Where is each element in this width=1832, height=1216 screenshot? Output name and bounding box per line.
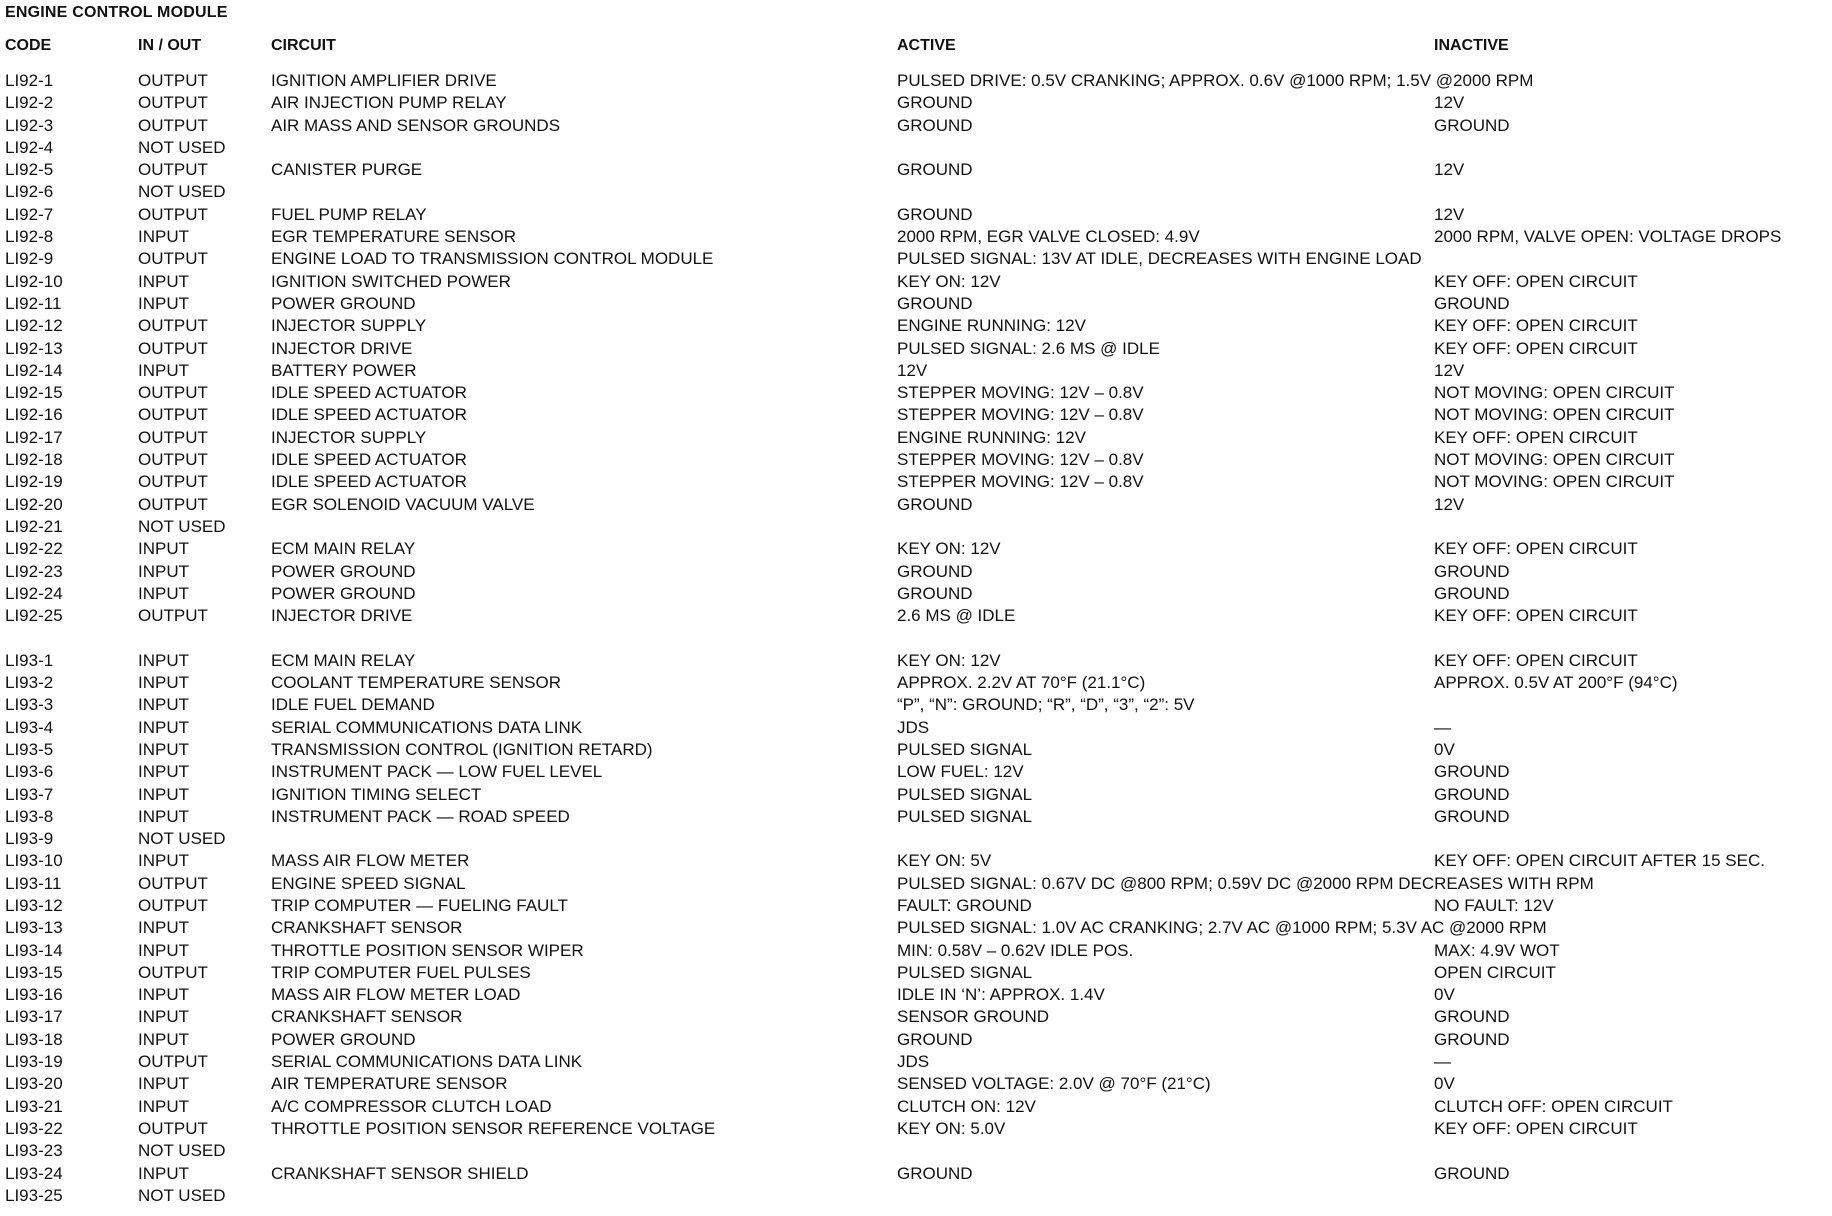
- circuit-name: SERIAL COMMUNICATIONS DATA LINK: [271, 1052, 583, 1072]
- table-row: [0, 672, 1832, 694]
- pin-code: LI92-5: [5, 160, 54, 180]
- pin-direction: NOT USED: [138, 1185, 226, 1205]
- circuit-name: POWER GROUND: [271, 1029, 416, 1049]
- active-value: FAULT: GROUND: [897, 895, 1032, 915]
- pin-code: LI92-23: [5, 561, 63, 581]
- pin-direction: OUTPUT: [138, 450, 208, 470]
- pin-code: LI93-2: [5, 673, 54, 693]
- inactive-value: KEY OFF: OPEN CIRCUIT: [1434, 338, 1638, 358]
- pin-code: LI93-1: [5, 650, 54, 670]
- active-value: GROUND: [897, 160, 973, 180]
- table-row: [0, 427, 1832, 449]
- table-row: [0, 181, 1832, 203]
- table-row: [0, 1029, 1832, 1051]
- pin-code: LI93-20: [5, 1074, 63, 1094]
- pin-code: LI92-3: [5, 115, 54, 135]
- table-row: [0, 404, 1832, 426]
- circuit-name: ENGINE LOAD TO TRANSMISSION CONTROL MODULE: [271, 249, 714, 269]
- active-value: LOW FUEL: 12V: [897, 762, 1024, 782]
- active-value: “P”, “N”: GROUND; “R”, “D”, “3”, “2”: 5V: [897, 695, 1195, 715]
- table-row: [0, 338, 1832, 360]
- inactive-value: NOT MOVING: OPEN CIRCUIT: [1434, 405, 1675, 425]
- table-row: [0, 248, 1832, 270]
- pin-direction: OUTPUT: [138, 160, 208, 180]
- pin-direction: NOT USED: [138, 829, 226, 849]
- pin-direction: INPUT: [138, 1074, 189, 1094]
- pin-direction: INPUT: [138, 717, 189, 737]
- table-row: [0, 873, 1832, 895]
- inactive-value: GROUND: [1434, 293, 1510, 313]
- circuit-name: AIR MASS AND SENSOR GROUNDS: [271, 115, 561, 135]
- circuit-name: CRANKSHAFT SENSOR: [271, 918, 463, 938]
- pin-direction: OUTPUT: [138, 115, 208, 135]
- inactive-value: 12V: [1434, 494, 1465, 514]
- table-row: [0, 1006, 1832, 1028]
- circuit-name: IDLE SPEED ACTUATOR: [271, 450, 467, 470]
- pin-code: LI92-6: [5, 182, 54, 202]
- pin-code: LI93-3: [5, 695, 54, 715]
- inactive-value: APPROX. 0.5V AT 200°F (94°C): [1434, 673, 1678, 693]
- circuit-name: INJECTOR DRIVE: [271, 606, 413, 626]
- circuit-name: IDLE FUEL DEMAND: [271, 695, 435, 715]
- pin-direction: INPUT: [138, 1096, 189, 1116]
- inactive-value: GROUND: [1434, 784, 1510, 804]
- table-row: [0, 761, 1832, 783]
- pin-direction: INPUT: [138, 1029, 189, 1049]
- table-row: [0, 917, 1832, 939]
- table-row: [0, 471, 1832, 493]
- inactive-value: GROUND: [1434, 1029, 1510, 1049]
- pin-direction: INPUT: [138, 851, 189, 871]
- inactive-value: GROUND: [1434, 762, 1510, 782]
- table-row: [0, 1118, 1832, 1140]
- pin-code: LI92-2: [5, 93, 54, 113]
- circuit-name: CANISTER PURGE: [271, 160, 423, 180]
- inactive-value: 0V: [1434, 739, 1455, 759]
- pin-code: LI92-17: [5, 427, 63, 447]
- pin-direction: INPUT: [138, 673, 189, 693]
- pin-code: LI92-25: [5, 606, 63, 626]
- circuit-name: MASS AIR FLOW METER: [271, 851, 470, 871]
- pin-code: LI92-11: [5, 293, 62, 313]
- table-row: [0, 717, 1832, 739]
- pin-code: LI92-10: [5, 271, 63, 291]
- pin-code: LI92-19: [5, 472, 63, 492]
- active-value: STEPPER MOVING: 12V – 0.8V: [897, 472, 1144, 492]
- circuit-name: IDLE SPEED ACTUATOR: [271, 472, 467, 492]
- active-value: JDS: [897, 1052, 930, 1072]
- inactive-value: OPEN CIRCUIT: [1434, 962, 1556, 982]
- pin-code: LI93-22: [5, 1118, 63, 1138]
- pin-code: LI92-9: [5, 249, 54, 269]
- active-value: PULSED SIGNAL: 13V AT IDLE, DECREASES WITH ENGINE LOAD: [897, 249, 1422, 269]
- table-row: [0, 694, 1832, 716]
- table-row: [0, 115, 1832, 137]
- inactive-value: KEY OFF: OPEN CIRCUIT: [1434, 316, 1638, 336]
- active-value: ENGINE RUNNING: 12V: [897, 427, 1086, 447]
- pin-code: LI93-25: [5, 1185, 63, 1205]
- pin-direction: NOT USED: [138, 182, 226, 202]
- table-row: [0, 538, 1832, 560]
- active-value: GROUND: [897, 1029, 973, 1049]
- pin-code: LI92-24: [5, 583, 63, 603]
- inactive-value: KEY OFF: OPEN CIRCUIT: [1434, 606, 1638, 626]
- active-value: PULSED SIGNAL: [897, 739, 1033, 759]
- pin-code: LI93-15: [5, 962, 63, 982]
- circuit-name: AIR TEMPERATURE SENSOR: [271, 1074, 508, 1094]
- pin-direction: OUTPUT: [138, 405, 208, 425]
- circuit-name: INJECTOR SUPPLY: [271, 427, 427, 447]
- active-value: 2000 RPM, EGR VALVE CLOSED: 4.9V: [897, 227, 1200, 247]
- pin-direction: OUTPUT: [138, 71, 208, 90]
- pin-code: LI93-6: [5, 762, 54, 782]
- table-row: [0, 70, 1832, 92]
- pin-code: LI92-12: [5, 316, 63, 336]
- active-value: IDLE IN ‘N’: APPROX. 1.4V: [897, 985, 1105, 1005]
- pin-code: LI92-20: [5, 494, 63, 514]
- table-row: [0, 850, 1832, 872]
- inactive-value: GROUND: [1434, 1163, 1510, 1183]
- pin-direction: INPUT: [138, 360, 189, 380]
- table-row: [0, 449, 1832, 471]
- table-row: [0, 293, 1832, 315]
- circuit-name: ECM MAIN RELAY: [271, 539, 416, 559]
- active-value: CLUTCH ON: 12V: [897, 1096, 1036, 1116]
- circuit-name: AIR INJECTION PUMP RELAY: [271, 93, 507, 113]
- pin-code: LI92-13: [5, 338, 63, 358]
- circuit-name: IGNITION AMPLIFIER DRIVE: [271, 71, 497, 90]
- pin-code: LI92-22: [5, 539, 63, 559]
- active-value: MIN: 0.58V – 0.62V IDLE POS.: [897, 940, 1134, 960]
- active-value: GROUND: [897, 115, 973, 135]
- circuit-name: SERIAL COMMUNICATIONS DATA LINK: [271, 717, 583, 737]
- pin-direction: NOT USED: [138, 137, 226, 157]
- table-row: [0, 1096, 1832, 1118]
- pin-code: LI93-5: [5, 739, 54, 759]
- pin-direction: OUTPUT: [138, 472, 208, 492]
- pin-code: LI93-7: [5, 784, 54, 804]
- pin-direction: OUTPUT: [138, 962, 208, 982]
- inactive-value: GROUND: [1434, 1007, 1510, 1027]
- pin-code: LI93-18: [5, 1029, 63, 1049]
- circuit-name: POWER GROUND: [271, 293, 416, 313]
- table-row: [0, 784, 1832, 806]
- pin-direction: INPUT: [138, 271, 189, 291]
- active-value: KEY ON: 5.0V: [897, 1118, 1006, 1138]
- circuit-name: ENGINE SPEED SIGNAL: [271, 873, 466, 893]
- circuit-name: EGR SOLENOID VACUUM VALVE: [271, 494, 535, 514]
- header-in-out: IN / OUT: [138, 37, 202, 54]
- circuit-name: POWER GROUND: [271, 583, 416, 603]
- pin-direction: OUTPUT: [138, 895, 208, 915]
- active-value: STEPPER MOVING: 12V – 0.8V: [897, 383, 1144, 403]
- pin-code: LI93-8: [5, 806, 54, 826]
- inactive-value: NOT MOVING: OPEN CIRCUIT: [1434, 450, 1675, 470]
- table-row: [0, 360, 1832, 382]
- circuit-name: INJECTOR SUPPLY: [271, 316, 427, 336]
- pin-direction: INPUT: [138, 806, 189, 826]
- inactive-value: NOT MOVING: OPEN CIRCUIT: [1434, 472, 1675, 492]
- circuit-name: IDLE SPEED ACTUATOR: [271, 405, 467, 425]
- pin-direction: OUTPUT: [138, 494, 208, 514]
- table-row: [0, 315, 1832, 337]
- circuit-name: FUEL PUMP RELAY: [271, 204, 427, 224]
- circuit-name: TRIP COMPUTER FUEL PULSES: [271, 962, 531, 982]
- circuit-name: INSTRUMENT PACK — ROAD SPEED: [271, 806, 570, 826]
- pin-direction: OUTPUT: [138, 1052, 208, 1072]
- active-value: KEY ON: 12V: [897, 271, 1001, 291]
- pin-direction: INPUT: [138, 918, 189, 938]
- circuit-name: INJECTOR DRIVE: [271, 338, 413, 358]
- pin-direction: OUTPUT: [138, 873, 208, 893]
- pin-direction: INPUT: [138, 227, 189, 247]
- pin-code: LI92-15: [5, 383, 63, 403]
- active-value: STEPPER MOVING: 12V – 0.8V: [897, 450, 1144, 470]
- active-value: GROUND: [897, 293, 973, 313]
- inactive-value: NOT MOVING: OPEN CIRCUIT: [1434, 383, 1675, 403]
- circuit-name: TRIP COMPUTER — FUELING FAULT: [271, 895, 568, 915]
- table-row: [0, 271, 1832, 293]
- circuit-name: IDLE SPEED ACTUATOR: [271, 383, 467, 403]
- table-row: [0, 962, 1832, 984]
- active-value: PULSED SIGNAL: [897, 962, 1033, 982]
- inactive-value: KEY OFF: OPEN CIRCUIT: [1434, 427, 1638, 447]
- table-row: [0, 516, 1832, 538]
- active-value: JDS: [897, 717, 930, 737]
- pin-code: LI93-4: [5, 717, 54, 737]
- active-value: KEY ON: 5V: [897, 851, 992, 871]
- pin-code: LI92-21: [5, 516, 63, 536]
- inactive-value: GROUND: [1434, 806, 1510, 826]
- pin-code: LI93-10: [5, 851, 63, 871]
- active-value: PULSED SIGNAL: 0.67V DC @800 RPM; 0.59V DC @2000 RPM DECREASES WITH RPM: [897, 873, 1594, 893]
- inactive-value: KEY OFF: OPEN CIRCUIT AFTER 15 SEC.: [1434, 851, 1765, 871]
- pin-direction: OUTPUT: [138, 427, 208, 447]
- inactive-value: NO FAULT: 12V: [1434, 895, 1554, 915]
- pin-code: LI93-14: [5, 940, 63, 960]
- circuit-name: BATTERY POWER: [271, 360, 417, 380]
- table-row: [0, 650, 1832, 672]
- pin-code: LI92-7: [5, 204, 54, 224]
- table-row: [0, 984, 1832, 1006]
- pin-code: LI93-24: [5, 1163, 63, 1183]
- pin-code: LI93-21: [5, 1096, 63, 1116]
- active-value: GROUND: [897, 93, 973, 113]
- table-row: [0, 159, 1832, 181]
- inactive-value: —: [1434, 1052, 1451, 1072]
- pin-direction: NOT USED: [138, 516, 226, 536]
- pin-direction: NOT USED: [138, 1141, 226, 1161]
- inactive-value: KEY OFF: OPEN CIRCUIT: [1434, 539, 1638, 559]
- circuit-name: CRANKSHAFT SENSOR SHIELD: [271, 1163, 529, 1183]
- table-row: [0, 561, 1832, 583]
- pin-code: LI92-8: [5, 227, 54, 247]
- pin-direction: OUTPUT: [138, 338, 208, 358]
- table-row: [0, 204, 1832, 226]
- table-row: [0, 1073, 1832, 1095]
- circuit-name: IGNITION TIMING SELECT: [271, 784, 482, 804]
- pin-code: LI93-12: [5, 895, 63, 915]
- pin-direction: INPUT: [138, 650, 189, 670]
- table-row: [0, 1140, 1832, 1162]
- pin-direction: INPUT: [138, 561, 189, 581]
- header-active: ACTIVE: [897, 37, 956, 54]
- inactive-value: 12V: [1434, 160, 1465, 180]
- circuit-name: THROTTLE POSITION SENSOR WIPER: [271, 940, 584, 960]
- active-value: GROUND: [897, 561, 973, 581]
- inactive-value: KEY OFF: OPEN CIRCUIT: [1434, 271, 1638, 291]
- header-inactive: INACTIVE: [1434, 37, 1509, 54]
- circuit-name: POWER GROUND: [271, 561, 416, 581]
- inactive-value: KEY OFF: OPEN CIRCUIT: [1434, 650, 1638, 670]
- table-row: [0, 605, 1832, 627]
- pin-direction: OUTPUT: [138, 606, 208, 626]
- table-row: [0, 494, 1832, 516]
- pin-direction: INPUT: [138, 762, 189, 782]
- inactive-value: 0V: [1434, 985, 1455, 1005]
- pin-direction: INPUT: [138, 583, 189, 603]
- inactive-value: 12V: [1434, 360, 1465, 380]
- pin-direction: OUTPUT: [138, 204, 208, 224]
- active-value: PULSED DRIVE: 0.5V CRANKING; APPROX. 0.6V @1000 RPM; 1.5V @2000 RPM: [897, 71, 1534, 90]
- table-row: [0, 382, 1832, 404]
- table-row: [0, 226, 1832, 248]
- active-value: KEY ON: 12V: [897, 650, 1001, 670]
- table-row: [0, 940, 1832, 962]
- pin-table-body: [0, 70, 1832, 1207]
- pin-code: LI93-17: [5, 1007, 63, 1027]
- circuit-name: ECM MAIN RELAY: [271, 650, 416, 670]
- table-row: [0, 828, 1832, 850]
- circuit-name: CRANKSHAFT SENSOR: [271, 1007, 463, 1027]
- inactive-value: 12V: [1434, 93, 1465, 113]
- pin-code: LI93-23: [5, 1141, 63, 1161]
- table-row: [0, 1051, 1832, 1073]
- table-row: [0, 137, 1832, 159]
- circuit-name: IGNITION SWITCHED POWER: [271, 271, 511, 291]
- pin-direction: INPUT: [138, 1163, 189, 1183]
- header-circuit: CIRCUIT: [271, 37, 336, 54]
- circuit-name: INSTRUMENT PACK — LOW FUEL LEVEL: [271, 762, 603, 782]
- active-value: PULSED SIGNAL: 2.6 MS @ IDLE: [897, 338, 1160, 358]
- pin-direction: INPUT: [138, 293, 189, 313]
- pin-code: LI92-16: [5, 405, 63, 425]
- active-value: APPROX. 2.2V AT 70°F (21.1°C): [897, 673, 1146, 693]
- inactive-value: MAX: 4.9V WOT: [1434, 940, 1560, 960]
- active-value: SENSED VOLTAGE: 2.0V @ 70°F (21°C): [897, 1074, 1211, 1094]
- pin-code: LI93-16: [5, 985, 63, 1005]
- table-row: [0, 92, 1832, 114]
- active-value: KEY ON: 12V: [897, 539, 1001, 559]
- pin-code: LI93-9: [5, 829, 54, 849]
- active-value: ENGINE RUNNING: 12V: [897, 316, 1086, 336]
- pin-direction: OUTPUT: [138, 93, 208, 113]
- active-value: PULSED SIGNAL: [897, 806, 1033, 826]
- table-row: [0, 1185, 1832, 1207]
- circuit-name: TRANSMISSION CONTROL (IGNITION RETARD): [271, 739, 653, 759]
- inactive-value: GROUND: [1434, 561, 1510, 581]
- table-row: [0, 1163, 1832, 1185]
- circuit-name: MASS AIR FLOW METER LOAD: [271, 985, 521, 1005]
- active-value: GROUND: [897, 583, 973, 603]
- pin-direction: INPUT: [138, 739, 189, 759]
- pin-direction: INPUT: [138, 985, 189, 1005]
- circuit-name: A/C COMPRESSOR CLUTCH LOAD: [271, 1096, 552, 1116]
- active-value: 12V: [897, 360, 928, 380]
- active-value: STEPPER MOVING: 12V – 0.8V: [897, 405, 1144, 425]
- page-title: ENGINE CONTROL MODULE: [5, 4, 228, 21]
- inactive-value: GROUND: [1434, 115, 1510, 135]
- inactive-value: KEY OFF: OPEN CIRCUIT: [1434, 1118, 1638, 1138]
- active-value: GROUND: [897, 494, 973, 514]
- pin-direction: INPUT: [138, 940, 189, 960]
- pin-code: LI93-13: [5, 918, 63, 938]
- inactive-value: 2000 RPM, VALVE OPEN: VOLTAGE DROPS: [1434, 227, 1782, 247]
- pin-direction: INPUT: [138, 539, 189, 559]
- active-value: GROUND: [897, 204, 973, 224]
- pin-direction: OUTPUT: [138, 249, 208, 269]
- pin-direction: OUTPUT: [138, 316, 208, 336]
- table-row: [0, 583, 1832, 605]
- pin-direction: INPUT: [138, 1007, 189, 1027]
- active-value: 2.6 MS @ IDLE: [897, 606, 1016, 626]
- pin-direction: OUTPUT: [138, 383, 208, 403]
- pin-code: LI92-4: [5, 137, 54, 157]
- pin-code: LI92-1: [5, 71, 54, 90]
- table-row: [0, 739, 1832, 761]
- header-code: CODE: [5, 37, 52, 54]
- pin-code: LI92-18: [5, 450, 63, 470]
- pin-direction: INPUT: [138, 784, 189, 804]
- active-value: PULSED SIGNAL: [897, 784, 1033, 804]
- pin-direction: INPUT: [138, 695, 189, 715]
- table-row: [0, 895, 1832, 917]
- inactive-value: GROUND: [1434, 583, 1510, 603]
- circuit-name: COOLANT TEMPERATURE SENSOR: [271, 673, 561, 693]
- pin-code: LI92-14: [5, 360, 63, 380]
- pin-code: LI93-19: [5, 1052, 63, 1072]
- active-value: SENSOR GROUND: [897, 1007, 1050, 1027]
- inactive-value: 12V: [1434, 204, 1465, 224]
- pin-code: LI93-11: [5, 873, 62, 893]
- active-value: GROUND: [897, 1163, 973, 1183]
- active-value: PULSED SIGNAL: 1.0V AC CRANKING; 2.7V AC @1000 RPM; 5.3V AC @2000 RPM: [897, 918, 1547, 938]
- inactive-value: —: [1434, 717, 1451, 737]
- table-row: [0, 806, 1832, 828]
- inactive-value: 0V: [1434, 1074, 1455, 1094]
- circuit-name: THROTTLE POSITION SENSOR REFERENCE VOLTAGE: [271, 1118, 716, 1138]
- inactive-value: CLUTCH OFF: OPEN CIRCUIT: [1434, 1096, 1673, 1116]
- circuit-name: EGR TEMPERATURE SENSOR: [271, 227, 516, 247]
- pin-direction: OUTPUT: [138, 1118, 208, 1138]
